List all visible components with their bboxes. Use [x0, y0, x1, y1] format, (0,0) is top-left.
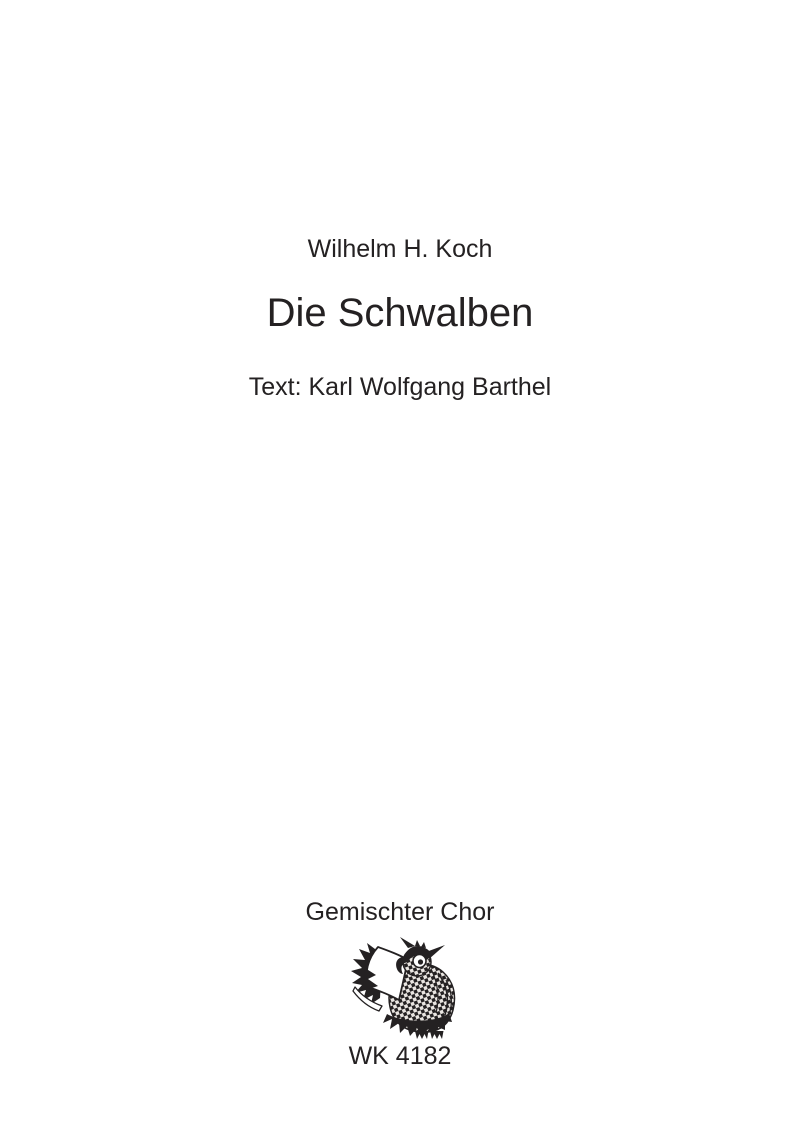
owl-holding-sheet-music-icon	[341, 935, 471, 1040]
catalog-number: WK 4182	[348, 1042, 452, 1070]
lyricist-credit: Text: Karl Wolfgang Barthel	[248, 373, 552, 401]
publisher-logo	[341, 935, 471, 1040]
composer-name: Wilhelm H. Koch	[307, 235, 493, 263]
piece-title: Die Schwalben	[266, 291, 534, 335]
ensemble-label: Gemischter Chor	[305, 898, 495, 926]
